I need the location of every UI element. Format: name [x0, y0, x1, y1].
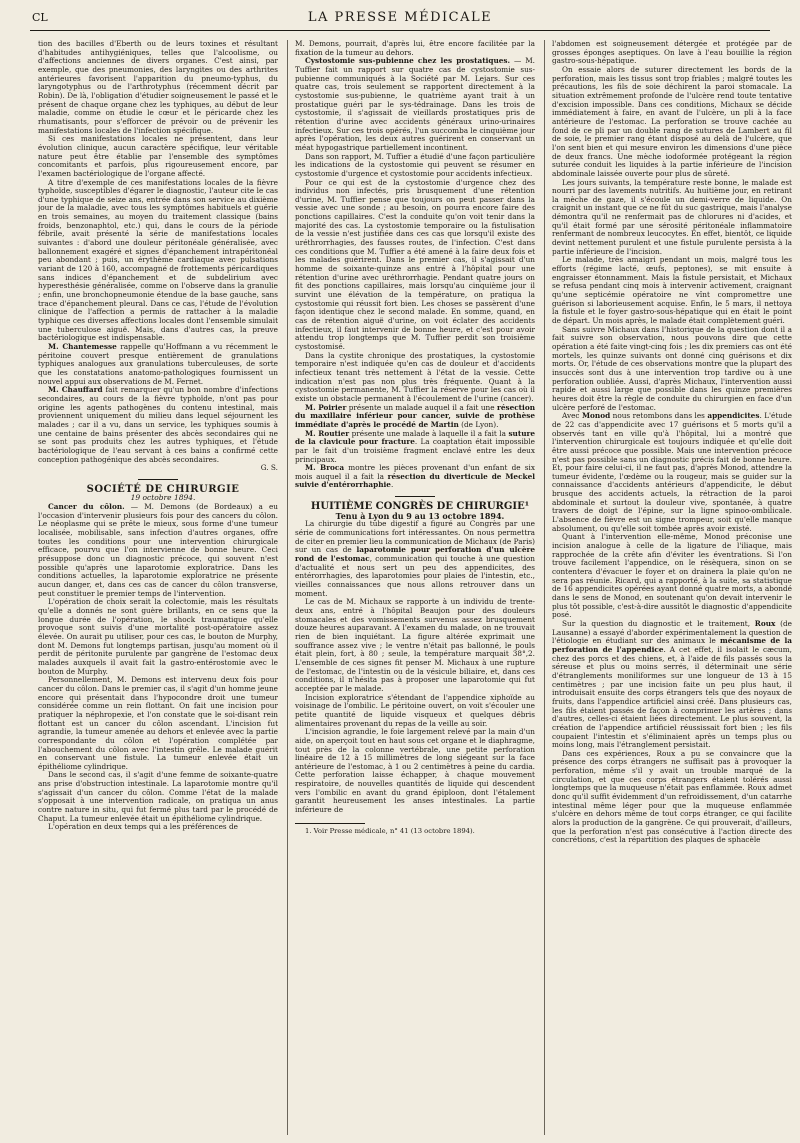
paragraph: Le cas de M. Michaux se rapporte à un individu de trente-deux ans, entré à l'hôpital Beaujon pour des douleurs stomacales et des vomissements survenus assez brusquement douze heures auparavant. A l'examen du malade, on ne trouvait rien de bien inquiétant. La figure altérée exprimait une souffrance assez vive ; le ventre n'était pas ballonné, le pouls était plein, fort, à 80 ; seule, la température marquait 38°,2. L'ensemble de ces signes fit penser M. Michaux à une rupture de l'estomac, de l'intestin ou de la vésicule biliaire, et, dans ces conditions, il n'hésita pas à proposer une laparotomie qui fut acceptée par le malade. — [295, 597, 535, 693]
paragraph: Quant à l'intervention elle-même, Monod préconise une incision analogue à celle de la ligature de l'iliaque, mais rapprochée de la crête afin d'éviter les éventrations. Si l'on trouve facilement l'appendice, on le résèquera, sinon on se contentera d'évacuer le foyer et on drainera la plaie qu'on ne sera pas réunie. Ricard, qui a rapporté, à la suite, sa statistique de 16 appendicites opérées ayant donné quatre morts, a abondé dans le sens de Monod, en soutenant qu'on devait intervenir le plus tôt possible, c'est-à-dire aussitôt le diagnostic d'appendicite posé. — [552, 532, 792, 620]
signature: G. S. — [260, 463, 278, 473]
paragraph: On essaie alors de suturer directement les bords de la perforation, mais les tissus sont trop friables ; malgré toutes les précautions, les fils de soie déchirent la paroi stomacale. La situation extrêmement profonde de l'ulcère rend toute tentative d'excision impossible. Dans ces conditions, Michaux se décide immédiatement à faire, en avant de l'ulcère, un pli à la face antérieure de l'estomac. La perforation se trouve cachée au fond de ce pli par un double rang de sutures de Lambert au fil de soie, le premier rang étant disposé au delà de l'ulcère, que l'on sent bien et qui mesure environ les dimensions d'une pièce de deux francs. Une mèche iodoformée protégeant la région suturée conduit les liquides à la partie inférieure de l'incision abdominale laissée ouverte pour plus de sûreté. — [552, 64, 792, 178]
column-2 — [295, 40, 535, 1135]
page-number: CL — [32, 11, 48, 24]
paragraph: Les jours suivants, la température reste bonne, le malade est nourri par des lavements nutritifs. Au huitième jour, en retirant la mèche de gaze, il s'écoule un demi-verre de liquide. On craignit un instant que ce ne fût du suc gastrique, mais l'analyse démontra qu'il ne renfermait pas de chlorures ni d'acides, et qu'il était formé par une sérosité péritonéale inflammatoire renfermant de nombreux leucocytes. En effet, bientôt, ce liquide devint nettement purulent et une fistule purulente persista à la partie inférieure de l'incision. — [552, 177, 792, 256]
paragraph: tion des bacilles d'Eberth ou de leurs toxines et résultant d'habitudes antihygiéniques, telles que l'alcoolisme, ou d'affections anciennes de divers organes. C'est ainsi, par exemple, que des pneumonies, des laryngites ou des arthrites antérieures favorisent l'apparition du pneumo-typhus, du laryngotyphus ou de l'arthrotyphus (récemment décrit par Robin). De là, l'obligation d'étudier soigneusement le passé et le présent de chaque organe chez les typhiques, au début de leur maladie, comme on étudie le cœur et le péricarde chez les rhumatisants, pour s'efforcer de prévoir ou de prévenir les manifestations locales de l'infection spécifique. — [38, 40, 278, 135]
column-rule-1 — [287, 40, 288, 1135]
paragraph-text: . La coaptation était impossible par le fait d'un troisième fragment enclavé entre les deux principaux. — [295, 437, 535, 464]
article-lead: Cystostomie sus-pubienne chez les prostatiques. — [305, 56, 511, 66]
column-3 — [552, 40, 792, 1135]
paragraph-text: . — [390, 480, 394, 490]
paragraph: Pour ce qui est de la cystostomie d'urgence chez des individus non infectés, pris brusquement d'une rétention d'urine, M. Tuffier pense que toujours on peut passer dans la vessie avec une sonde ; au besoin, on pourra encore faire des ponctions capillaires. C'est la conduite qu'on voit tenir dans la majorité des cas. La cystostomie temporaire ou la fistulisation de la vessie n'est justifiée dans ces cas que lorsqu'il existe des uréthrorrhagies, des fausses routes, de l'infection. C'est dans ces conditions que M. Tuffier a été amené à la faire deux fois et les malades guérirent. Dans le premier cas, il s'agissait d'un homme de soixante-quinze ans entré à l'hôpital pour une rétention d'urine avec uréthrorrhagie. Pendant quatre jours on fit des ponctions capillaires, mais lorsqu'au cinquième jour il survint une élévation de la température, on pratiqua la cystostomie qui réussit fort bien. Les choses se passèrent d'une façon identique chez le second malade. En somme, quand, en cas de rétention aiguë d'urine, on voit éclater des accidents infectieux, il faut intervenir de bonne heure, et c'est pour avoir attendu trop longtemps que M. Tuffier perdit son troisième cystostomisé. — [295, 177, 535, 351]
speaker-name: M. Broca — [305, 463, 345, 473]
page-header — [30, 8, 770, 31]
paragraph-text: présente un malade auquel il a fait une — [346, 402, 497, 412]
paragraph: L'opération en deux temps qui a les préférences de — [48, 822, 238, 832]
section-divider — [138, 479, 178, 480]
procedure-name: laparotomie pour perforation d'un ulcère rond de l'estomac — [295, 545, 535, 564]
paragraph-text: nous retombons dans les — [610, 411, 708, 421]
paragraph-text: . L'étude de 22 cas d'appendicite avec 17 guérisons et 5 morts qu'il a observés tant en ville qu'à l'hôpital, lui a montré que l'intervention chirurgicale est toujours indiquée et qu'elle doit être aussi précoce que possible. Mais une intervention précoce n'est pas possible sans un diagnostic précis fait de bonne heure. Et, pour faire celui-ci, il ne faut pas, d'après Monod, attendre la tumeur évidente, l'œdème ou la rougeur, mais se guider sur la connaissance d'accidents antérieurs d'appendicite, le début brusque des accidents actuels, la rétraction de la paroi abdominale et surtout la douleur vive, spontanée, à quatre travers de doigt de l'épine, sur la ligne spinoo-ombilicale. L'absence de fièvre est un signe trompeur, soit qu'elle manque absolument, ou qu'elle soit tombée après avoir existé. — [552, 411, 792, 533]
paragraph-text: (de Lausanne) a essayé d'aborder expérimentalement la question de l'étiologie en étudiant sur des animaux le — [552, 618, 792, 646]
section-title: SOCIÉTÉ DE CHIRURGIE — [86, 483, 240, 495]
paragraph: l'abdomen est soigneusement détergée et protégée par de grosses éponges aseptiques. On lave à l'eau bouillie la région gastro-sous-hépatique. — [552, 40, 792, 66]
paragraph-text: montre les pièces provenant d'un enfant de six mois auquel il a fait la — [295, 463, 535, 481]
column-rule-2 — [544, 40, 545, 1135]
topic-name: mécanisme de la perforation de l'appendice — [552, 636, 792, 654]
paragraph: A titre d'exemple de ces manifestations locales de la fièvre typhoïde, susceptibles d'égarer le diagnostic, l'auteur cite le cas d'une typhique de seize ans, entrée dans son service au dixième jour de la maladie, avec tous les symptômes habituels et guérie en trois semaines, au moyen du traitement classique (bains froids, benzonaphtol, etc.) qui, dans le cours de la période fébrile, avait présenté la série de manifestations locales suivantes : d'abord une douleur péritonéale généralisée, avec ballonnement exagéré et signes d'épanchement intrapéritonéal peu abondant ; puis, un érythème cardiaque avec pulsations variant de 120 à 160, accompagné de frottements péricardiques sans indices d'épanchement et de subdelirium avec hyperesthésie généralisée, comme on l'observe dans la granulie ; enfin, une bronchopneumonie étendue de la base gauche, sans trace d'épanchement pleural. Dans ce cas, l'étude de l'évolution clinique de l'affection a permis de rattacher à la maladie typhique ces diverses affections locales dont l'ensemble simulait une tuberculose aiguë. Mais, dans d'autres cas, la preuve bactériologique est indispensable. — [38, 177, 278, 343]
column-1 — [38, 40, 278, 1135]
paragraph — [552, 412, 792, 533]
paragraph-text: Avec — [562, 411, 582, 421]
procedure-name: suture de la clavicule pour fracture — [295, 428, 535, 447]
paragraph: L'opération de choix serait la colectomie, mais les résultats qu'elle a donnés ne sont guère brillants, en ce sens que la longue durée de l'opération, le shock traumatique qu'elle provoque sont suivis d'une mortalité post-opératoire assez élevée. On aurait pu utiliser, pour ces cas, le bouton de Murphy, dont M. Demons fut longtemps partisan, jusqu'au moment où il perdit de péritonite purulente par gangrène de l'estomac deux malades auxquels il avait fait la gastro-entérostomie avec le bouton de Murphy. — [38, 597, 278, 676]
paragraph-text: — M. Demons (de Bordeaux) a eu l'occasion d'intervenir plusieurs fois pour des cancers du côlon. Le néoplasme qui se prête le mieux, sous forme d'une tumeur localisée, mobilisable, sans infection d'autres organes, offre toutes les conditions pour une intervention chirurgicale efficace, pourvu que l'on intervienne de bonne heure. Ceci présuppose donc un diagnostic précoce, qui souvent n'est possible qu'après une laparotomie exploratrice. Dans les conditions actuelles, la laparotomie exploratrice ne présente aucun danger, et, dans ces cas de cancer du côlon transverse, peut constituer le premier temps de l'intervention. — [38, 502, 278, 598]
congress-title: HUITIÈME CONGRÈS DE CHIRURGIE¹ — [310, 501, 530, 513]
section-date: 19 octobre 1894. — [130, 493, 196, 503]
paragraph — [38, 386, 278, 464]
paragraph — [295, 464, 535, 490]
journal-title: LA PRESSE MÉDICALE — [307, 10, 493, 25]
paragraph-text: — M. Tuffier fait un rapport sur quatre cas de cystostomie sus-pubienne communiqués à la Société par M. Lejars. Sur ces quatre cas, trois seulement se rapportent directement à la cystostomie sus-pubienne, le quatrième ayant trait à un prostatique guéri par le sys-tédrainage. Dans les trois de cystostomie, il s'agissait de vieillards prostatiques pris de rétention d'urine avec accidents généraux urino-urinaires infectieux. Sur ces trois opérés, l'un succomba le cinquième jour après l'opération, les deux autres guérirent en conservant un méat hypogastrique partiellement incontinent. — [295, 56, 535, 152]
topic-name: appendicites — [707, 411, 760, 421]
paragraph: M. Demons, pourrait, d'après lui, être encore facilitée par la fixation de la tumeur au dehors. — [295, 40, 535, 57]
paragraph: Dans son rapport, M. Tuffier a étudié d'une façon particulière les indications de la cystostomie qui peuvent se résumer en cystostomie d'urgence et cystostomie pour accidents infectieux. — [295, 151, 535, 178]
paragraph: Le malade, très amaigri pendant un mois, malgré tous les efforts (régime lacté, œufs, peptones), se mit ensuite à engraisser étonnamment. Mais la fistule persistait, et Michaux se refusa pendant cinq mois à intervenir activement, craignant qu'une septicémie opératoire ne vînt compromettre une guérison si laborieusement acquise. Enfin, le 5 mars, il nettoya la fistule et le foyer gastro-sous-hépatique qui en était le point de départ. Un mois après, le malade était complètement guéri. — [552, 255, 792, 325]
paragraph-text: rappelle qu'Hoffmann a vu récemment le péritoine couvert presque entièrement de granulations typhiques analogues aux granulations tuberculeuses, de sorte que les constatations anatomo-pathologiques fournissent un nouvel appui aux observations de M. Fernet. — [38, 341, 278, 386]
paragraph — [295, 404, 535, 430]
paragraph-text: présente une malade à laquelle il a fait la — [349, 428, 509, 438]
paragraph — [295, 57, 535, 152]
speaker-name: Monod — [581, 411, 611, 421]
footnote: 1. Voir Presse médicale, n° 41 (13 octobre 1894). — [305, 826, 475, 835]
paragraph — [38, 503, 278, 598]
paragraph-text: . A cet effet, il isolait le cæcum, chez des porcs et des chiens, et, à l'aide de fils passés sous la séreuse et plus ou moins serrés, il déterminait une série d'étranglements moniliformes sur une longueur de 13 à 15 centimètres ; par une incision faite un peu plus haut, il introduisait ensuite des corps étrangers tels que des noyaux de fruits, dans l'appendice artificiel ainsi créé. Dans plusieurs cas, les fils étaient passés de façon à comprimer les artères ; dans d'autres, celles-ci étaient liées directement. Le plus souvent, la création de l'appendice artificiel réussissait fort bien ; les fils coupaient l'intestin et s'éliminaient après un temps plus ou moins long, mais l'étranglement persistait. — [552, 644, 792, 750]
paragraph-text: (de Lyon). — [458, 419, 499, 429]
speaker-name: M. Chauffard — [48, 385, 103, 395]
speaker-name: M. Poirier — [305, 402, 347, 412]
speaker-name: M. Chantemesse — [48, 341, 117, 351]
paragraph: Dans ces expériences, Roux a pu se convaincre que la présence des corps étrangers ne suffisait pas à provoquer la perforation, même s'il y avait un trouble marqué de la circulation, et que ces corps étrangers étaient tolérés aussi longtemps que la muqueuse n'était pas enflammée. Roux admet donc qu'il suffit évidemment d'un refroidissement, d'un catarrhe intestinal même léger pour que la muqueuse enflammée s'ulcère en dehors même de tout corps étranger, ce qui facilite alors la production de la gangrène. Ce qui prouverait, d'ailleurs, que la perforation n'est pas consécutive à l'action directe des concrétions, c'est la répartition des plaques de sphacèle — [552, 748, 792, 845]
paragraph — [552, 620, 792, 750]
paragraph: L'incision agrandie, le foie largement relevé par la main d'un aide, on aperçoit tout en haut sous cet organe et le diaphragme, tout près de la colonne vertébrale, une petite perforation linéaire de 12 à 15 millimètres de long siégeant sur la face antérieure de l'estomac, à 1 ou 2 centimètres à peine du cardia. Cette perforation laisse échapper, à chaque mouvement respiratoire, de nouvelles quantités de liquide qui descendent vers l'ombilic en avant du grand épiploon, dont l'étalement garantit heureusement les anses intestinales. La partie inférieure de — [295, 727, 535, 815]
paragraph — [295, 520, 535, 598]
paragraph: Personnellement, M. Demons est intervenu deux fois pour cancer du côlon. Dans le premier cas, il s'agit d'un homme jeune encore qui présentait dans l'hypocondre droit une tumeur considérée comme un rein flottant. On fait une incision pour pratiquer la néphropexie, et l'on constate que le soi-disant rein flottant est un cancer du côlon ascendant. L'incision fut agrandie, la tumeur amenée au dehors et enlevée avec la partie correspondante du côlon et l'opération complétée par l'abouchement du côlon avec l'intestin grêle. Le malade guérit en conservant une fistule. La tumeur enlevée était un épithéliome cylindrique. — [38, 675, 278, 771]
paragraph-text: , communication qui touche à une question d'actualité et nous sert un peu des appendicites, des entérorrhagies, des laparotomies pour plaies de l'intestin, etc., vieilles connaissances que nous allons retrouver dans un moment. — [295, 554, 535, 598]
article-lead: Cancer du côlon. — [48, 502, 125, 512]
paragraph-text: Sur la question du diagnostic et le traitement, — [562, 618, 755, 628]
speaker-name: Roux — [754, 618, 776, 628]
section-divider — [395, 496, 435, 497]
procedure-name: résection du maxillaire inférieur pour cancer, suivie de prothèse immédiate d'après le procédé de Martin — [295, 402, 535, 429]
paragraph-text: La chirurgie du tube digestif a figuré au Congrès par une série de communications fort intéressantes. On nous permettra de citer en premier lieu la communication de Michaux (de Paris) sur un cas de — [295, 519, 535, 555]
paragraph: Dans la cystite chronique des prostatiques, la cystostomie temporaire n'est indiquée qu'en cas de douleur et d'accidents infectieux tenant très nettement à l'état de la vessie. Cette indication n'est pas non plus très fréquente. Quant à la cystostomie permanente, M. Tuffier la réserve pour les cas où il existe un obstacle permanent à l'écoulement de l'urine (cancer). — [295, 350, 535, 403]
paragraph: Sans suivre Michaux dans l'historique de la question dont il a fait suivre son observation, nous pouvons dire que cette opération a été faite vingt-cinq fois ; les dix premiers cas ont été mortels, les quinze suivants ont donné cinq guérisons et dix morts. Or, l'étude de ces observations montre que la plupart des insuccès sont dus à une intervention trop tardive ou à une perforation oubliée. Aussi, d'après Michaux, l'intervention aussi rapide et aussi large que possible dans les quinze premières heures doit être la règle de conduite du chirurgien en face d'un ulcère perforé de l'estomac. — [552, 324, 792, 412]
paragraph: Dans le second cas, il s'agit d'une femme de soixante-quatre ans prise d'obstruction intestinale. La laparotomie montre qu'il s'agissait d'un cancer du côlon. Comme l'état de la malade s'opposait à une intervention radicale, on pratiqua un anus contre nature in situ, qui fut fermé plus tard par le procédé de Chaput. La tumeur enlevée était un épithéliome cylindrique. — [38, 770, 278, 823]
speaker-name: M. Routier — [305, 428, 350, 438]
footnote-divider — [295, 823, 365, 824]
paragraph: Incision exploratrice s'étendant de l'appendice xiphoïde au voisinage de l'ombilic. Le péritoine ouvert, on voit s'écouler une petite quantité de liquide visqueux et quelques débris alimentaires provenant du repas de la veille au soir. — [295, 692, 535, 728]
procedure-name: résection du diverticule de Meckel suivie d'entérorrhaphie — [295, 471, 535, 490]
paragraph — [38, 343, 278, 386]
paragraph — [295, 430, 535, 465]
congress-subtitle: Tenu à Lyon du 9 au 13 octobre 1894. — [335, 510, 505, 521]
paragraph-text: fait remarquer qu'un bon nombre d'infections secondaires, au cours de la fièvre typhoïde, n'ont pas pour origine les agents pathogènes du contenu intestinal, mais proviennent uniquement du milieu dans lequel séjournent les malades ; car il a vu, dans un service, les typhiques soumis à une centaine de bains présenter des abcès secondaires qui ne se sont pas produits chez les autres typhiques, et l'étude bactériologique de l'eau servant à ces bains a confirmé cette conception pathogénique des abcès secondaires. — [38, 385, 278, 464]
paragraph: Si ces manifestations locales ne présentent, dans leur évolution clinique, aucun caractère spécifique, leur véritable nature peut être établie par l'ensemble des symptômes concomitants et parfois, plus rigoureusement encore, par l'examen bactériologique de l'organe affecté. — [38, 134, 278, 178]
